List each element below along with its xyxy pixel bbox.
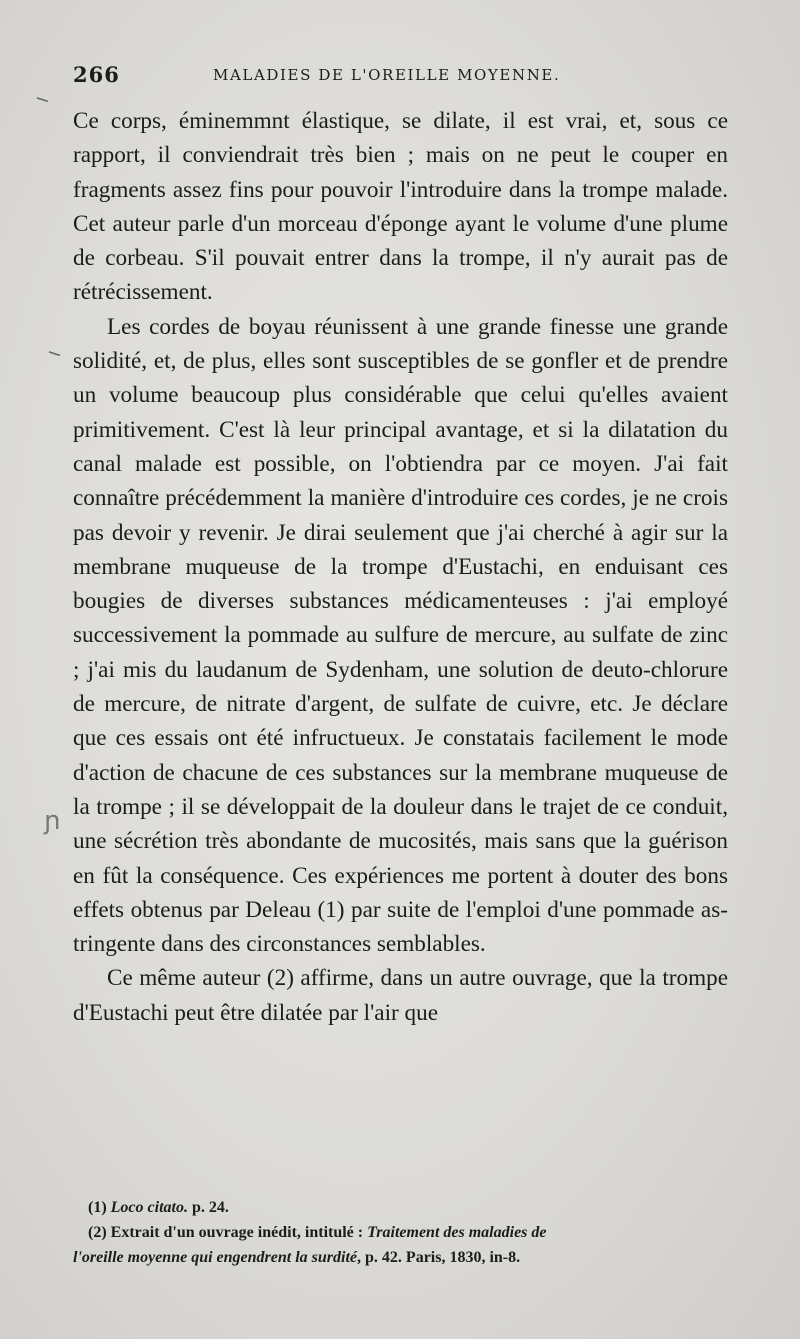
footnote-publication: , p. 42. Paris, 1830, in-8.: [357, 1249, 521, 1266]
footnote-2: [73, 1220, 733, 1270]
footnote-citation: Loco citato.: [110, 1199, 188, 1216]
paragraph: Ce corps, éminemmnt élastique, se dilate, il est vrai, et, sous ce rapport, il conviendrait très bien ; mais on ne peut le couper en fragments assez fins pour pouvoir l'introduire dans la trompe malade. Cet auteur parle d'un morceau d'éponge ayant le volume d'une plume de corbeau. S'il pouvait entrer dans la trompe, il n'y aurait pas de rétrécissement.: [73, 108, 728, 306]
footnote-page: p. 24.: [187, 1199, 229, 1216]
footnote-number: (2): [88, 1224, 107, 1241]
paragraph: Ce même auteur (2) affirme, dans un autre ouvrage, que la trompe d'Eustachi peut être dilatée par l'air que: [73, 965, 728, 1026]
pencil-mark-icon: ‾: [30, 94, 49, 123]
footnote-title-part1: Traitement des maladies de: [367, 1224, 547, 1241]
page-header: [73, 62, 713, 90]
footnotes: [73, 1195, 733, 1270]
footnote-lead: Extrait d'un ouvrage inédit, intitulé :: [110, 1224, 368, 1241]
pencil-mark-icon: ɲ: [44, 806, 61, 836]
page-number: 266: [73, 62, 120, 87]
footnote-continuation: [73, 1245, 733, 1270]
paragraph: Les cordes de boyau réunissent à une grande finesse une grande solidité, et, de plus, elles sont susceptibles de se gonfler et de prendre un volume beaucoup plus considérable que celui qu'elles avaient primitivement. C'est là leur principal avantage, et si la dilatation du canal malade est possible, on l'obtiendra par ce moyen. J'ai fait connaître précédemment la manière d'introduire ces cordes, je ne crois pas devoir y revenir. Je dirai seulement que j'ai cherché à agir sur la membrane muqueuse de la trompe d'Eustachi, en enduisant ces bougies de diverses substances médicamenteuses : j'ai employé successivement la pommade au sulfure de mercure, au sulfate de zinc ; j'ai mis du laudanum de Sydenham, une solution de deuto-chlorure de mercure, de nitrate d'argent, de sulfate de cuivre, etc. Je déclare que ces essais ont été infructueux. Je constatais facilement le mode d'action de chacune de ces substances sur la membrane muqueuse de la trompe ; il se développait de la douleur dans le trajet de ce conduit, une sécrétion très abondante de mucosités, mais sans que la guérison en fût la conséquence. Ces expériences me portent à douter des bons effets obtenus par Deleau (1) par suite de l'emploi d'une pommade astringente dans des circonstances semblables.: [73, 313, 728, 958]
pencil-mark-icon: ‾: [42, 348, 61, 377]
footnote-number: (1): [88, 1199, 107, 1216]
body-text: [73, 104, 728, 1030]
running-head: MALADIES DE L'OREILLE MOYENNE.: [213, 66, 561, 84]
footnote-title-part2: l'oreille moyenne qui engendrent la surdité: [73, 1249, 358, 1266]
footnote-1: [88, 1195, 733, 1220]
